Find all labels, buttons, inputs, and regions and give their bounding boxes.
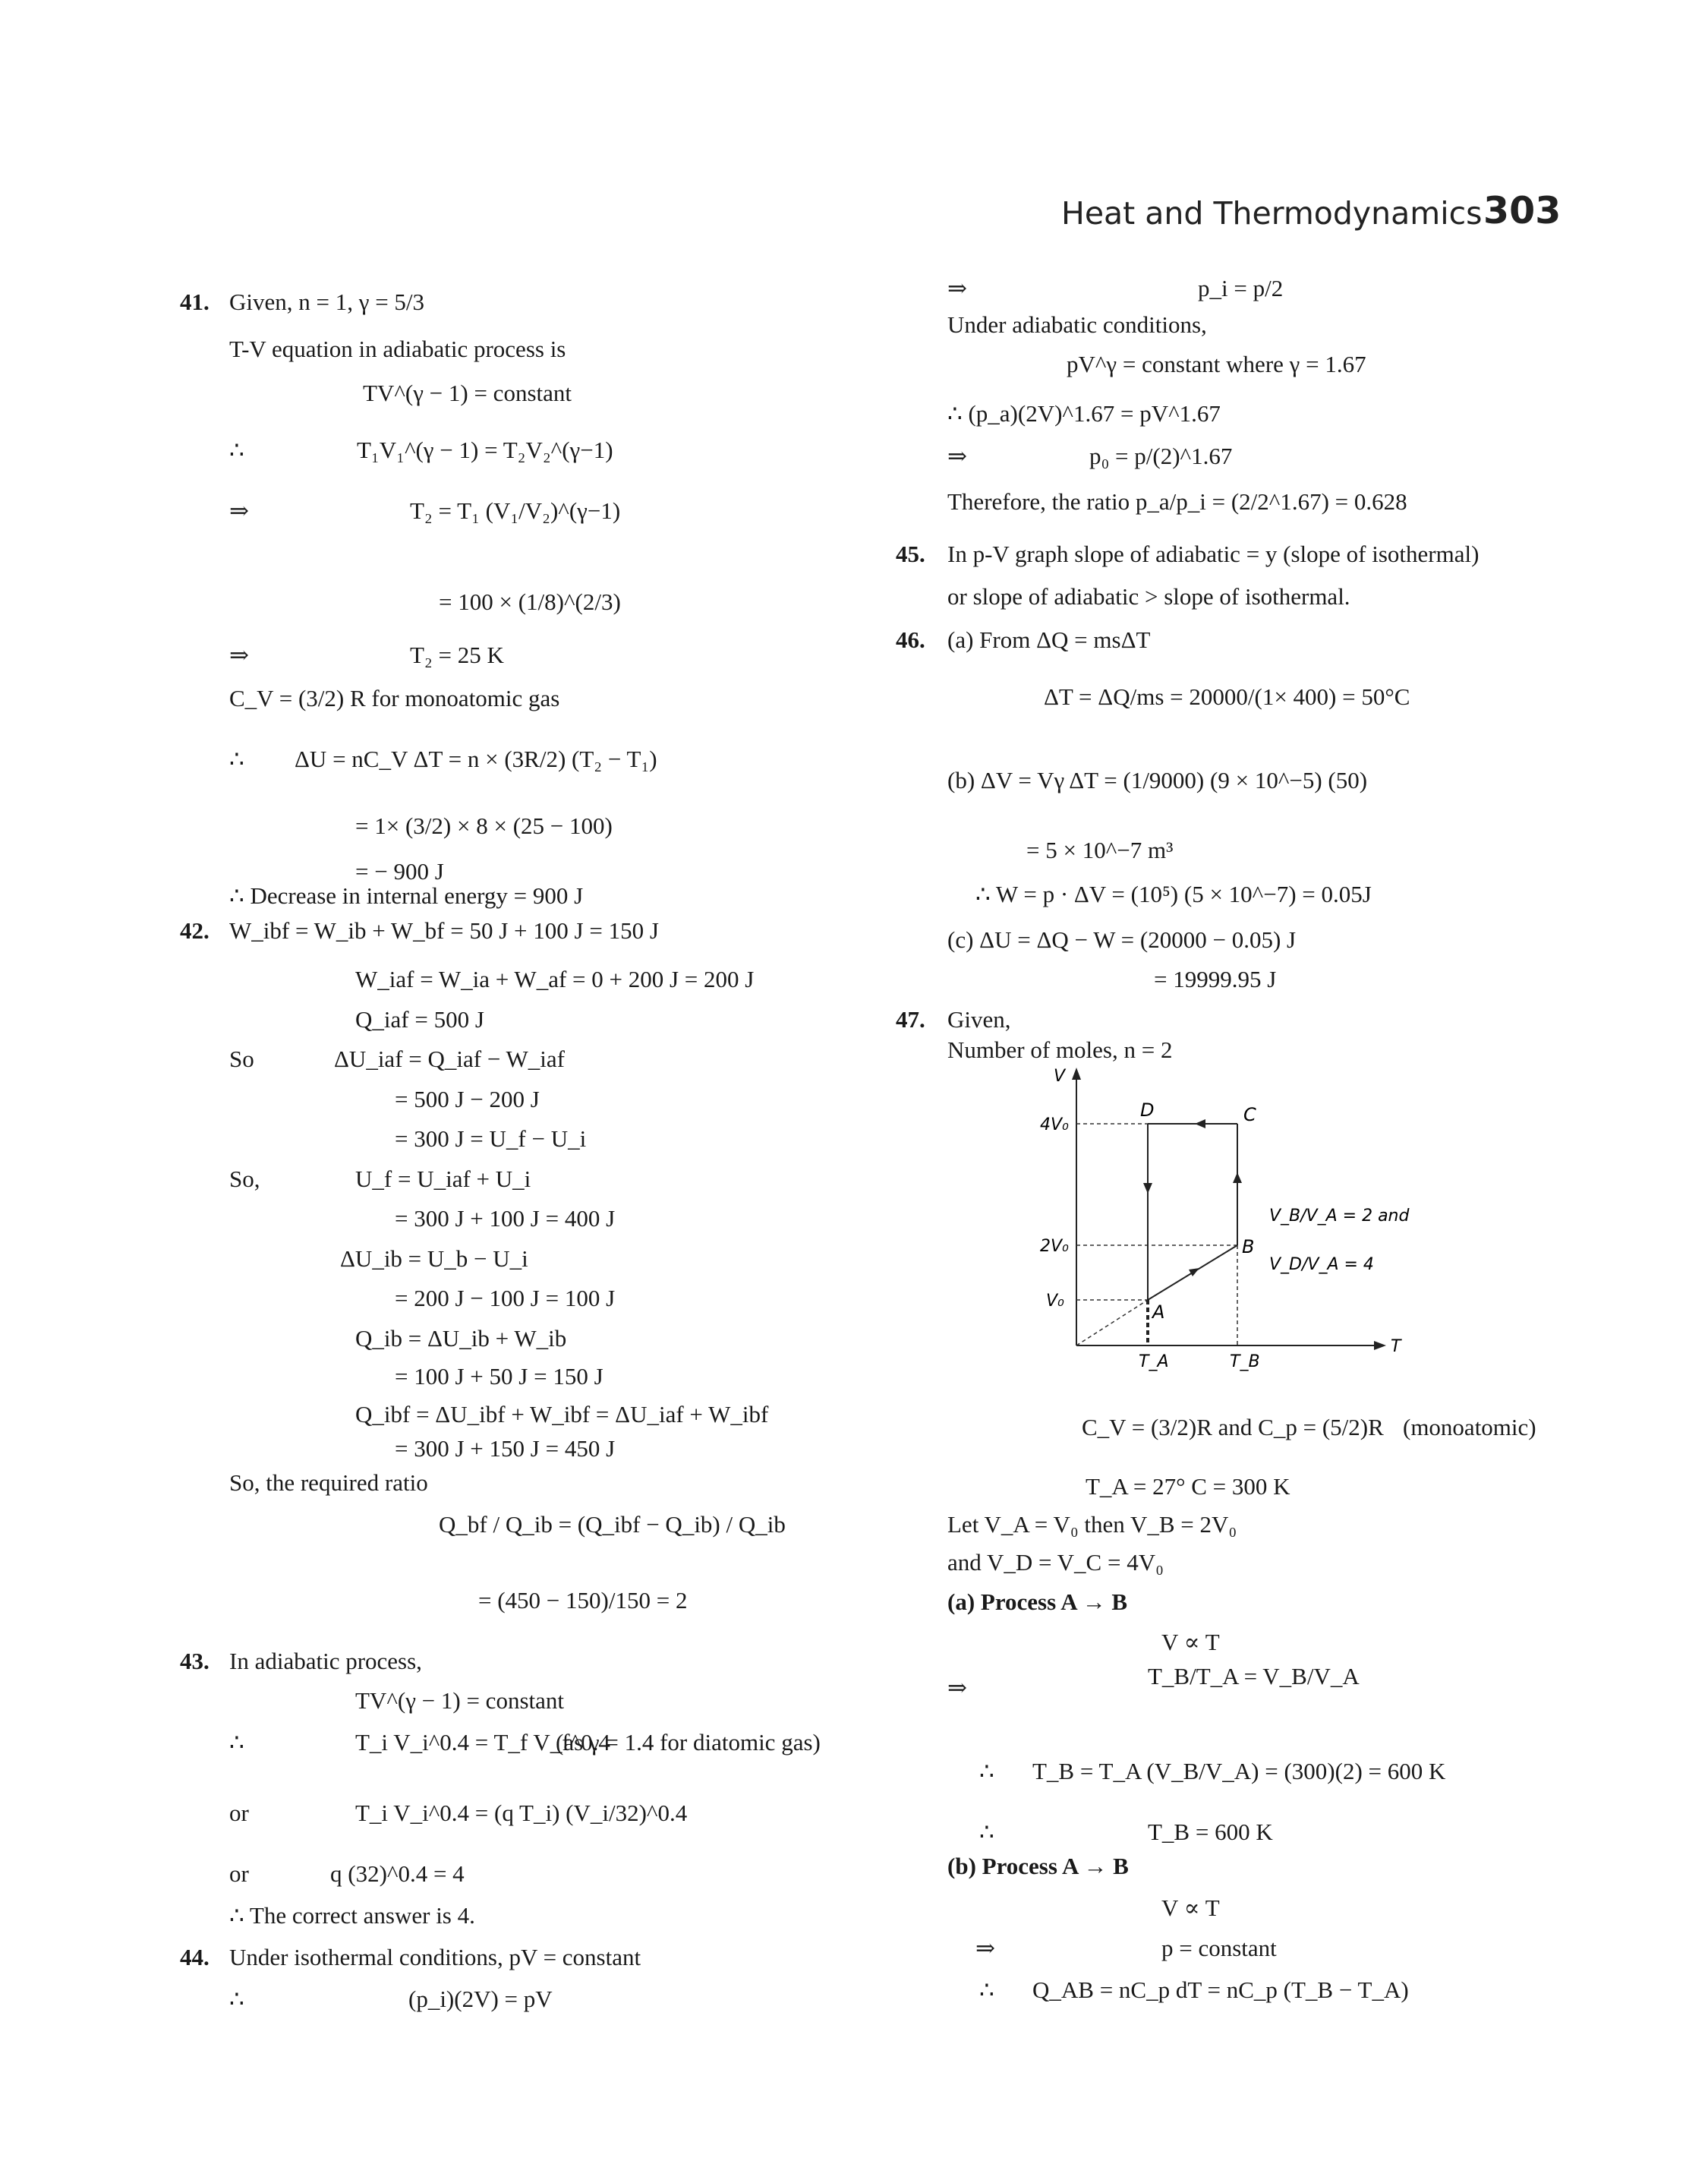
point-c: C bbox=[1243, 1104, 1256, 1125]
left-line-l09b: ΔU = nC_V ΔT = n × (3R/2) (T₂ − T₁) bbox=[295, 746, 657, 772]
left-line-l34a: or bbox=[229, 1860, 249, 1887]
left-line-l07b: T₂ = 25 K bbox=[410, 642, 504, 668]
right-line-r17: Number of moles, n = 2 bbox=[947, 1036, 1173, 1063]
label-4v0: 4V₀ bbox=[1040, 1115, 1069, 1134]
right-line-r29b: p = constant bbox=[1161, 1935, 1277, 1961]
left-line-l33a: or bbox=[229, 1800, 249, 1826]
point-d: D bbox=[1140, 1099, 1155, 1121]
right-line-r18: C_V = (3/2)R and C_p = (5/2)R bbox=[1082, 1414, 1384, 1440]
left-line-l21: ΔU_ib = U_b − U_i bbox=[340, 1245, 528, 1272]
right-line-r08: or slope of adiabatic > slope of isothermal. bbox=[947, 583, 1350, 610]
right-line-r24b: T_B/T_A = V_B/V_A bbox=[1148, 1663, 1360, 1689]
left-line-q43a: 43. bbox=[180, 1648, 210, 1674]
left-line-l14: W_iaf = W_ia + W_af = 0 + 200 J = 200 J bbox=[355, 966, 755, 992]
label-2v0: 2V₀ bbox=[1040, 1237, 1069, 1256]
right-line-r05a: ⇒ bbox=[947, 443, 967, 469]
right-line-r12: = 5 × 10^−7 m³ bbox=[1026, 837, 1174, 863]
point-a: A bbox=[1152, 1301, 1165, 1323]
v-axis-label: V bbox=[1054, 1067, 1066, 1086]
right-line-r28: V ∝ T bbox=[1161, 1894, 1220, 1921]
right-line-r20: Let V_A = V₀ then V_B = 2V₀ bbox=[947, 1511, 1237, 1538]
right-line-q45a: 45. bbox=[896, 541, 925, 567]
left-line-l25: Q_ibf = ΔU_ibf + W_ibf = ΔU_iaf + W_ibf bbox=[355, 1401, 769, 1427]
right-line-r23: V ∝ T bbox=[1161, 1629, 1220, 1655]
left-line-l05a: ⇒ bbox=[229, 497, 249, 524]
right-line-r13: ∴ W = p · ΔV = (10⁵) (5 × 10^−7) = 0.05J bbox=[975, 881, 1372, 907]
left-line-l34b: q (32)^0.4 = 4 bbox=[330, 1860, 465, 1887]
right-line-r16: Given, bbox=[947, 1006, 1011, 1033]
left-line-l04a: ∴ bbox=[229, 437, 244, 463]
left-line-l22: = 200 J − 100 J = 100 J bbox=[395, 1285, 616, 1311]
right-line-r14: (c) ΔU = ΔQ − W = (20000 − 0.05) J bbox=[947, 926, 1297, 953]
left-line-l08: C_V = (3/2) R for monoatomic gas bbox=[229, 685, 560, 711]
left-line-l30: In adiabatic process, bbox=[229, 1648, 422, 1674]
left-line-l10: = 1× (3/2) × 8 × (25 − 100) bbox=[355, 812, 613, 839]
right-line-r24a: ⇒ bbox=[947, 1674, 967, 1701]
left-line-l09a: ∴ bbox=[229, 746, 244, 772]
right-line-r04: ∴ (p_a)(2V)^1.67 = pV^1.67 bbox=[947, 400, 1221, 427]
left-line-l19a: So, bbox=[229, 1166, 260, 1192]
ratio-label-1: V_B/V_A = 2 and bbox=[1269, 1207, 1410, 1226]
left-line-l16a: So bbox=[229, 1046, 254, 1072]
left-line-l18: = 300 J = U_f − U_i bbox=[395, 1125, 587, 1152]
left-line-l32a: ∴ bbox=[229, 1729, 244, 1756]
left-line-l12: ∴ Decrease in internal energy = 900 J bbox=[229, 882, 584, 909]
left-line-l13: W_ibf = W_ib + W_bf = 50 J + 100 J = 150 J bbox=[229, 917, 659, 944]
left-line-q44a: 44. bbox=[180, 1944, 210, 1970]
t-axis-arrow bbox=[1374, 1341, 1386, 1350]
v-t-cycle-diagram bbox=[1017, 1063, 1442, 1382]
ratio-label-2: V_D/V_A = 4 bbox=[1269, 1255, 1374, 1274]
right-line-r07: In p-V graph slope of adiabatic = y (slope of isothermal) bbox=[947, 541, 1480, 567]
right-line-r15: = 19999.95 J bbox=[1154, 966, 1277, 992]
right-line-r05b: p₀ = p/(2)^1.67 bbox=[1089, 443, 1233, 469]
left-line-l27: So, the required ratio bbox=[229, 1469, 428, 1496]
t-axis-label: T bbox=[1391, 1337, 1401, 1356]
left-line-l32b: T_i V_i^0.4 = T_f V_f^0.4 bbox=[355, 1729, 610, 1756]
left-line-l29: = (450 − 150)/150 = 2 bbox=[478, 1587, 688, 1614]
left-line-l04b: T₁V₁^(γ − 1) = T₂V₂^(γ−1) bbox=[357, 437, 613, 463]
left-line-l36: Under isothermal conditions, pV = constant bbox=[229, 1944, 641, 1970]
right-line-r26b: T_B = 600 K bbox=[1148, 1819, 1273, 1845]
left-line-l07a: ⇒ bbox=[229, 642, 249, 668]
right-line-r25b: T_B = T_A (V_B/V_A) = (300)(2) = 600 K bbox=[1032, 1758, 1446, 1784]
left-line-l35: ∴ The correct answer is 4. bbox=[229, 1902, 475, 1929]
header-title: Heat and Thermodynamics bbox=[1061, 195, 1483, 232]
left-line-l23: Q_ib = ΔU_ib + W_ib bbox=[355, 1325, 567, 1352]
right-line-r10: ΔT = ΔQ/ms = 20000/(1× 400) = 50°C bbox=[1044, 683, 1410, 710]
left-line-l11: = − 900 J bbox=[355, 858, 444, 885]
left-line-l02: T-V equation in adiabatic process is bbox=[229, 336, 566, 362]
right-line-r30b: Q_AB = nC_p dT = nC_p (T_B − T_A) bbox=[1032, 1976, 1409, 2003]
page-number: 303 bbox=[1483, 189, 1561, 232]
right-line-r19: T_A = 27° C = 300 K bbox=[1086, 1473, 1290, 1500]
right-line-r30a: ∴ bbox=[979, 1976, 994, 2003]
point-b: B bbox=[1242, 1236, 1255, 1257]
right-line-r02: Under adiabatic conditions, bbox=[947, 311, 1207, 338]
left-line-l24: = 100 J + 50 J = 150 J bbox=[395, 1363, 603, 1390]
left-line-l17: = 500 J − 200 J bbox=[395, 1086, 540, 1112]
left-line-l01: Given, n = 1, γ = 5/3 bbox=[229, 289, 425, 315]
right-line-r06: Therefore, the ratio p_a/p_i = (2/2^1.67) = 0.628 bbox=[947, 488, 1407, 515]
left-line-q41a: 41. bbox=[180, 289, 210, 315]
right-line-r27: (b) Process A → B bbox=[947, 1853, 1129, 1879]
left-line-l33b: T_i V_i^0.4 = (q T_i) (V_i/32)^0.4 bbox=[355, 1800, 688, 1826]
label-v0: V₀ bbox=[1046, 1292, 1064, 1311]
left-line-l37b: (p_i)(2V) = pV bbox=[408, 1986, 553, 2012]
right-line-r03: pV^γ = constant where γ = 1.67 bbox=[1067, 351, 1366, 377]
right-line-r25a: ∴ bbox=[979, 1758, 994, 1784]
right-line-r09: (a) From ΔQ = msΔT bbox=[947, 626, 1151, 653]
left-line-l05b: T₂ = T₁ (V₁/V₂)^(γ−1) bbox=[410, 497, 621, 524]
left-line-l31: TV^(γ − 1) = constant bbox=[355, 1687, 564, 1714]
left-line-l20: = 300 J + 100 J = 400 J bbox=[395, 1205, 616, 1232]
left-line-l32c: (as γ = 1.4 for diatomic gas) bbox=[556, 1729, 821, 1756]
right-line-r21: and V_D = V_C = 4V₀ bbox=[947, 1549, 1164, 1576]
right-line-r26a: ∴ bbox=[979, 1819, 994, 1845]
right-line-r22: (a) Process A → B bbox=[947, 1588, 1128, 1615]
label-ta: T_A bbox=[1139, 1352, 1169, 1371]
left-line-l28: Q_bf / Q_ib = (Q_ibf − Q_ib) / Q_ib bbox=[439, 1511, 786, 1538]
left-line-l16b: ΔU_iaf = Q_iaf − W_iaf bbox=[334, 1046, 565, 1072]
right-line-q46a: 46. bbox=[896, 626, 925, 653]
left-line-l26: = 300 J + 150 J = 450 J bbox=[395, 1435, 616, 1462]
right-line-r01a: ⇒ bbox=[947, 275, 967, 301]
v-axis-arrow bbox=[1072, 1068, 1081, 1080]
left-line-l15: Q_iaf = 500 J bbox=[355, 1006, 484, 1033]
right-line-r18b: (monoatomic) bbox=[1403, 1414, 1536, 1440]
right-line-r01b: p_i = p/2 bbox=[1198, 275, 1284, 301]
left-line-l37a: ∴ bbox=[229, 1986, 244, 2012]
left-line-l19b: U_f = U_iaf + U_i bbox=[355, 1166, 531, 1192]
right-line-r11: (b) ΔV = Vγ ΔT = (1/9000) (9 × 10^−5) (50) bbox=[947, 767, 1368, 793]
label-tb: T_B bbox=[1230, 1352, 1260, 1371]
right-line-q47a: 47. bbox=[896, 1006, 925, 1033]
right-line-r29a: ⇒ bbox=[975, 1935, 995, 1961]
left-line-q42a: 42. bbox=[180, 917, 210, 944]
left-line-l03: TV^(γ − 1) = constant bbox=[363, 380, 572, 406]
left-line-l06: = 100 × (1/8)^(2/3) bbox=[439, 588, 621, 615]
